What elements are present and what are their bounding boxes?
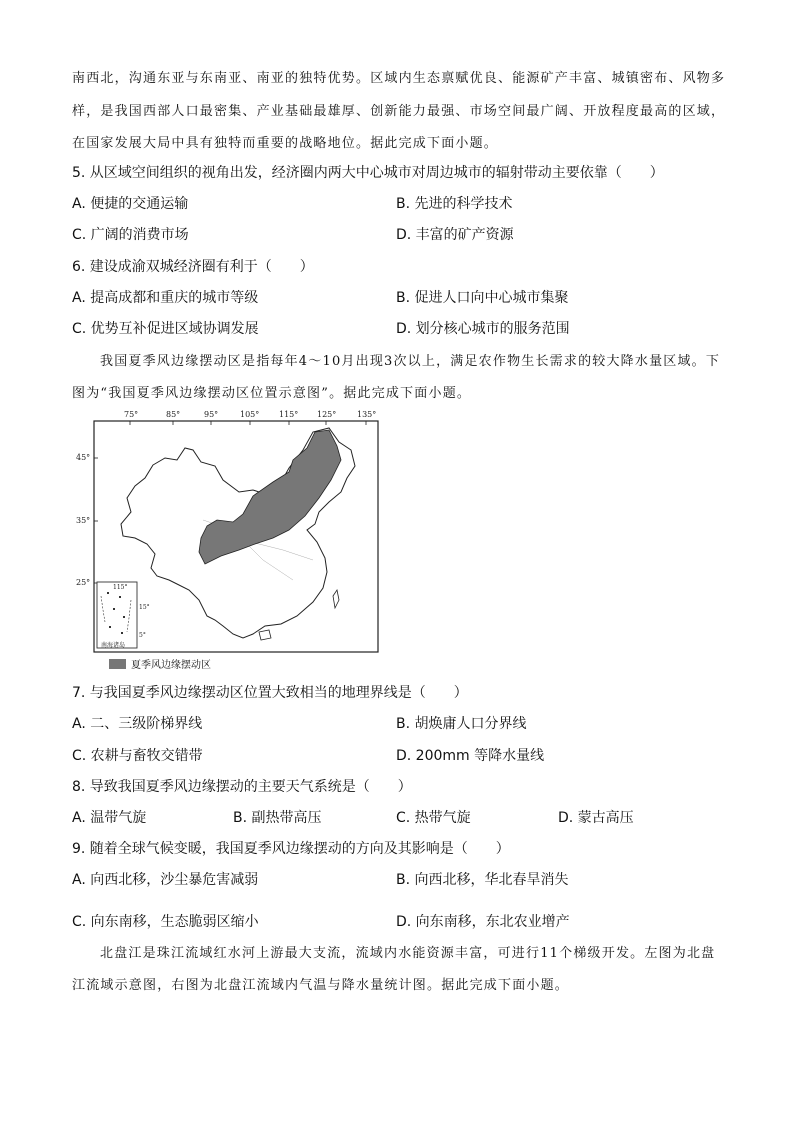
q9-option-a[interactable]: A. 向西北移，沙尘暴危害减弱 (72, 872, 259, 888)
lon-tick-135: 135° (357, 410, 377, 419)
q9-option-d[interactable]: D. 向东南移，东北农业增产 (396, 914, 570, 930)
q6-option-a[interactable]: A. 提高成都和重庆的城市等级 (72, 290, 259, 306)
intro-line-3: 在国家发展大局中具有独特而重要的战略地位。据此完成下面小题。 (72, 136, 499, 151)
q5-option-b[interactable]: B. 先进的科学技术 (396, 196, 513, 212)
q5-stem: 5. 从区域空间组织的视角出发，经济圈内两大中心城市对周边城市的辐射带动主要依靠（ ） (72, 165, 664, 181)
q6-stem: 6. 建设成渝双城经济圈有利于（ ） (72, 259, 314, 275)
q8-option-c[interactable]: C. 热带气旋 (396, 810, 471, 826)
q9-option-c[interactable]: C. 向东南移，生态脆弱区缩小 (72, 914, 259, 930)
q5-option-c[interactable]: C. 广阔的消费市场 (72, 227, 189, 243)
lon-tick-95: 95° (204, 410, 219, 419)
lat-tick-25: 25° (76, 578, 91, 587)
lon-tick-75: 75° (124, 410, 139, 419)
passage3-line-2: 江流域示意图，右图为北盘江流域内气温与降水量统计图。据此完成下面小题。 (72, 978, 570, 993)
passage2-line-2: 图为“我国夏季风边缘摆动区位置示意图”。据此完成下面小题。 (72, 386, 472, 401)
lon-tick-105: 105° (240, 410, 260, 419)
q5-option-a[interactable]: A. 便捷的交通运输 (72, 196, 189, 212)
legend-swatch (109, 659, 126, 669)
intro-line-1: 南西北，沟通东亚与东南亚、南亚的独特优势。区域内生态禀赋优良、能源矿产丰富、城镇密布、风物多 (72, 71, 726, 86)
lat-tick-45: 45° (76, 453, 91, 462)
passage2-line-1: 我国夏季风边缘摆动区是指每年4～10月出现3次以上，满足农作物生长需求的较大降水量区域。下 (100, 354, 721, 369)
q6-option-c[interactable]: C. 优势互补促进区域协调发展 (72, 321, 259, 337)
south-china-sea-inset (97, 582, 137, 648)
q9-option-b[interactable]: B. 向西北移，华北春旱消失 (396, 872, 569, 888)
q8-stem: 8. 导致我国夏季风边缘摆动的主要天气系统是（ ） (72, 779, 412, 795)
lat-tick-35: 35° (76, 516, 91, 525)
hainan-island (259, 630, 271, 640)
inset-label: 南海诸岛 (101, 642, 126, 649)
lon-tick-85: 85° (166, 410, 181, 419)
q8-option-d[interactable]: D. 蒙古高压 (558, 810, 634, 826)
q8-option-a[interactable]: A. 温带气旋 (72, 810, 147, 826)
q7-stem: 7. 与我国夏季风边缘摆动区位置大致相当的地理界线是（ ） (72, 685, 468, 701)
lon-tick-125: 125° (317, 410, 337, 419)
passage3-line-1: 北盘江是珠江流域红水河上游最大支流，流域内水能资源丰富，可进行11个梯级开发。左图为北盘 (100, 946, 716, 961)
intro-line-2: 样，是我国西部人口最密集、产业基础最雄厚、创新能力最强、市场空间最广阔、开放程度最高的区域， (72, 104, 726, 119)
q7-option-a[interactable]: A. 二、三级阶梯界线 (72, 716, 203, 732)
inset-tick-15: 15° (139, 604, 150, 611)
q7-option-c[interactable]: C. 农耕与畜牧交错带 (72, 748, 203, 764)
q7-option-b[interactable]: B. 胡焕庸人口分界线 (396, 716, 527, 732)
q8-option-b[interactable]: B. 副热带高压 (233, 810, 322, 826)
lon-tick-115: 115° (279, 410, 299, 419)
q7-option-d[interactable]: D. 200mm 等降水量线 (396, 748, 545, 764)
q6-option-d[interactable]: D. 划分核心城市的服务范围 (396, 321, 570, 337)
map-legend (109, 656, 211, 671)
q5-option-d[interactable]: D. 丰富的矿产资源 (396, 227, 514, 243)
inset-tick-5: 5° (139, 632, 146, 639)
inset-tick-115: 115° (113, 584, 128, 591)
q9-stem: 9. 随着全球气候变暖，我国夏季风边缘摆动的方向及其影响是（ ） (72, 841, 510, 857)
summer-monsoon-map (76, 410, 379, 653)
q6-option-b[interactable]: B. 促进人口向中心城市集聚 (396, 290, 569, 306)
legend-label: 夏季风边缘摆动区 (131, 660, 211, 671)
